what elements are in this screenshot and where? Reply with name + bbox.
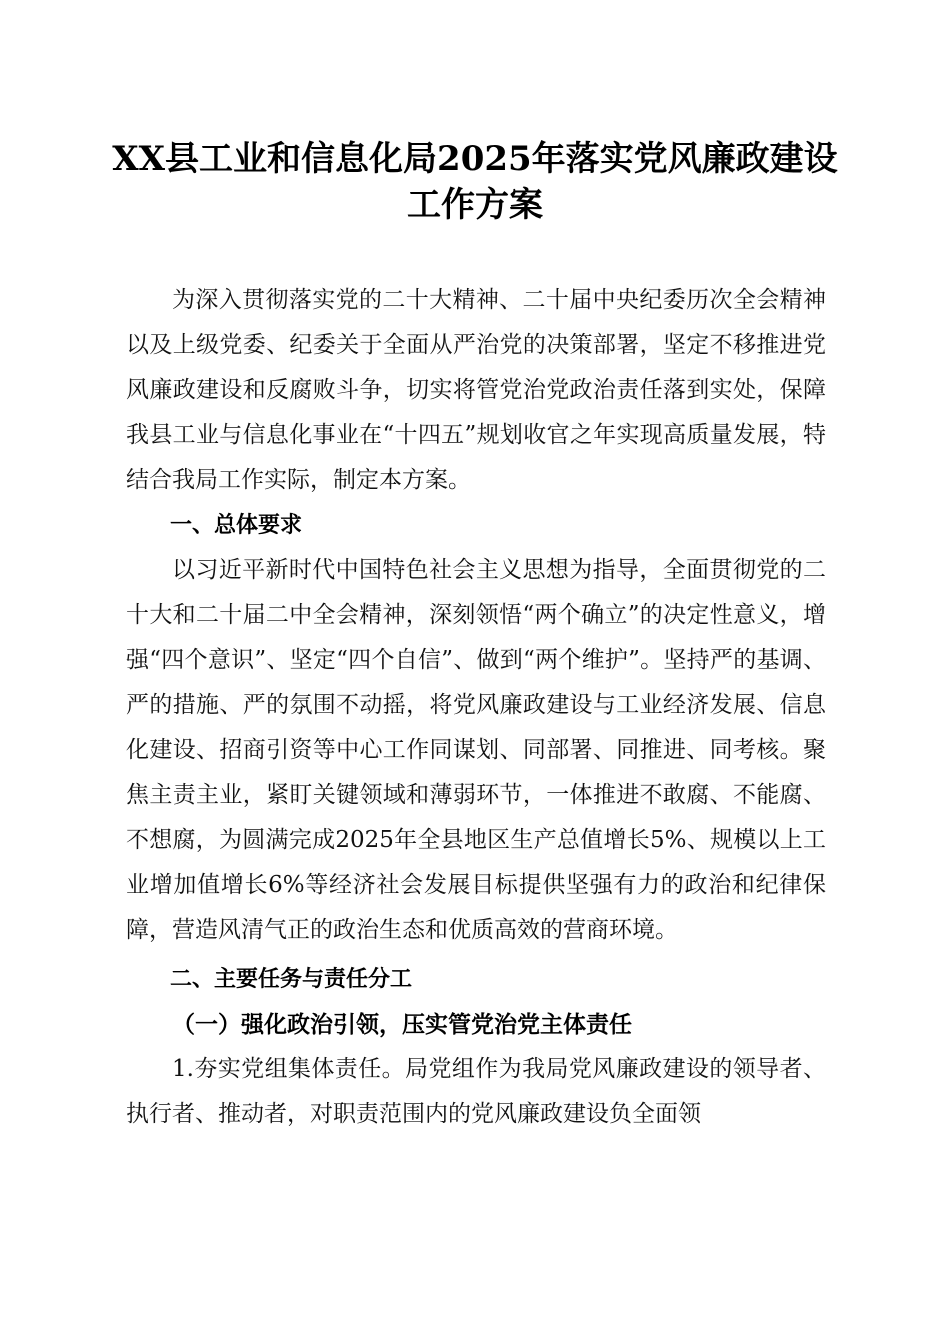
section-heading-main-tasks: 二、主要任务与责任分工 (170, 967, 413, 992)
subsection-heading-political-guidance: （一）强化政治引领，压实管党治党主体责任 (172, 1011, 632, 1038)
general-requirements-paragraph: 以习近平新时代中国特色社会主义思想为指导，全面贯彻党的二十大和二十届二中全会精神，深刻领悟“两个确立”的决定性意义，增强“四个意识”、坚定“四个自信”、做到“两个维护”。坚持严的基调、严的措施、严的氛围不动摇，将党风廉政建设与工业经济发展、信息化建设、招商引资等中心工作同谋划、同部署、同推进、同考核。聚焦主责主业，紧盯关键领域和薄弱环节，一体推进不敢腐、不能腐、不想腐，为圆满完成2025年全县地区生产总值增长5%、规模以上工业增加值增长6%等经济社会发展目标提供坚强有力的政治和纪律保障，营造风清气正的政治生态和优质高效的营商环境。 (126, 557, 826, 943)
document-title: XX县工业和信息化局2025年落实党风廉政建设工作方案 (112, 139, 838, 225)
document-body (126, 278, 826, 1137)
section-heading-general-requirements: 一、总体要求 (170, 513, 303, 538)
item-1-paragraph: 1.夯实党组集体责任。局党组作为我局党风廉政建设的领导者、执行者、推动者，对职责范围内的党风廉政建设负全面领 (126, 1056, 826, 1127)
intro-paragraph: 为深入贯彻落实党的二十大精神、二十届中央纪委历次全会精神以及上级党委、纪委关于全面从严治党的决策部署，坚定不移推进党风廉政建设和反腐败斗争，切实将管党治党政治责任落到实处，保障我县工业与信息化事业在“十四五”规划收官之年实现高质量发展，特结合我局工作实际，制定本方案。 (126, 287, 826, 493)
